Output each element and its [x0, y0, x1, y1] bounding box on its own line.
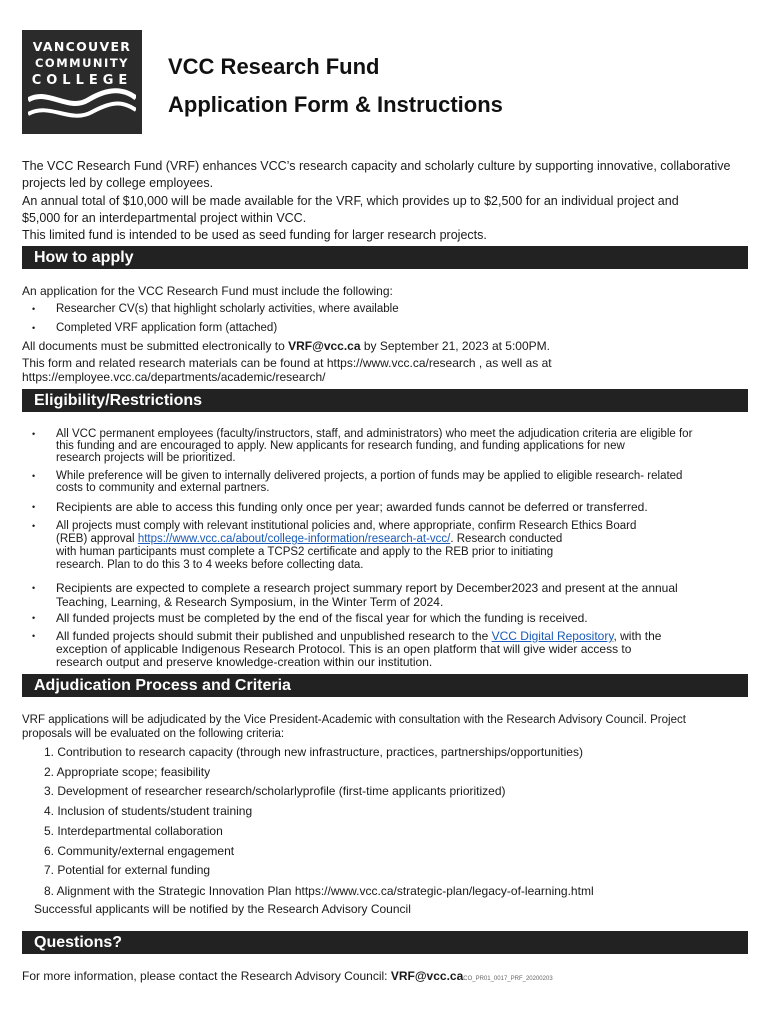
criterion-6: 6. Community/external engagement — [44, 844, 235, 858]
elig-7a-post: , with the — [613, 629, 662, 643]
elig-item-4 — [44, 520, 744, 572]
materials-location — [22, 356, 752, 384]
elig-5b: Teaching, Learning, & Research Symposium, in the Winter Term of 2024. — [56, 595, 444, 609]
page-title — [168, 48, 503, 124]
title-line-1: VCC Research Fund — [168, 54, 380, 79]
submit-text-post: by September 21, 2023 at 5:00PM. — [360, 339, 550, 353]
elig-item-4-text — [44, 520, 744, 572]
elig-2a: While preference will be given to internally delivered projects, a portion of funds may be applied to eligible research- related — [56, 470, 683, 482]
criterion-1: 1. Contribution to research capacity (through new infrastructure, practices, partnerships/opportunities) — [44, 745, 583, 759]
elig-4c: with human participants must complete a TCPS2 certificate and apply to the REB prior to initiating — [56, 546, 554, 558]
how-item-cv — [44, 303, 744, 315]
elig-4d: research. Plan to do this 3 to 4 weeks before collecting data. — [56, 559, 364, 571]
questions-heading: Questions? — [22, 931, 748, 954]
intro-paragraph-3: This limited fund is intended to be used as seed funding for larger research projects. — [22, 228, 487, 242]
elig-7b: exception of applicable Indigenous Research Protocol. This is an open platform that will give wider access to — [56, 642, 632, 656]
contact-line — [22, 968, 752, 988]
elig-7a-pre: All funded projects should submit their published and unpublished research to the — [56, 629, 492, 643]
elig-1a: All VCC permanent employees (faculty/instructors, staff, and administrators) who meet the adjudication criteria are eligible for — [56, 428, 693, 440]
contact-text: For more information, please contact the Research Advisory Council: — [22, 969, 391, 983]
intro-p1-line-b: projects led by college employees. — [22, 176, 214, 190]
elig-1c: research projects will be prioritized. — [56, 452, 236, 464]
elig-item-2-text — [44, 470, 744, 494]
intro-p2-line-b: $5,000 for an interdepartmental project within VCC. — [22, 211, 307, 225]
title-line-2: Application Form & Instructions — [168, 92, 503, 117]
how-item-form-text: • Completed VRF application form (attached) — [56, 322, 278, 334]
elig-item-5-text — [44, 581, 744, 609]
elig-item-2 — [44, 470, 744, 494]
adjudication-lead — [22, 713, 752, 741]
logo-line-2: COMMUNITY — [34, 56, 130, 70]
how-item-cv-text: • Researcher CV(s) that highlight scholarly activities, where available — [56, 303, 399, 315]
submit-instructions — [22, 338, 752, 355]
elig-item-7 — [44, 630, 744, 669]
adjudication-heading: Adjudication Process and Criteria — [22, 674, 748, 697]
intro-p2-line-a: An annual total of $10,000 will be made available for the VRF, which provides up to $2,500 for an individual project and — [22, 194, 679, 208]
elig-item-6 — [44, 612, 744, 624]
how-item-form — [44, 322, 744, 334]
vcc-digital-repository-link[interactable]: VCC Digital Repository — [491, 629, 614, 643]
materials-line-a: This form and related research materials can be found at https://www.vcc.ca/research , as well as at — [22, 356, 552, 370]
vcc-logo — [22, 30, 142, 134]
elig-7c: research output and preserve knowledge-creation within our institution. — [56, 655, 433, 669]
intro-paragraph-1 — [22, 158, 752, 192]
criterion-4: 4. Inclusion of students/student training — [44, 804, 253, 818]
eligibility-heading: Eligibility/Restrictions — [22, 389, 748, 412]
logo-line-1: VANCOUVER — [32, 39, 132, 54]
criterion-2: 2. Appropriate scope; feasibility — [44, 765, 211, 779]
elig-6: • All funded projects must be completed by the end of the fiscal year for which the funding is received. — [56, 611, 588, 625]
intro-paragraph-2 — [22, 193, 752, 227]
intro-p1-line-a: The VCC Research Fund (VRF) enhances VCC’s research capacity and scholarly culture by supporting innovative, collaborative — [22, 159, 731, 173]
criterion-8: 8. Alignment with the Strategic Innovation Plan https://www.vcc.ca/strategic-plan/legacy-of-learning.html — [44, 884, 594, 898]
contact-email[interactable]: VRF@vcc.ca — [390, 969, 464, 983]
notification-note: Successful applicants will be notified by the Research Advisory Council — [34, 902, 411, 916]
criterion-7: 7. Potential for external funding — [44, 863, 211, 877]
elig-item-3 — [44, 501, 744, 513]
materials-line-b: https://employee.vcc.ca/departments/academic/research/ — [22, 370, 326, 384]
form-code: CO_PR01_0017_PRF_20200203 — [463, 976, 553, 982]
submit-text-pre: All documents must be submitted electronically to — [22, 339, 289, 353]
elig-item-1-text — [44, 428, 744, 464]
elig-2b: costs to community and external partners. — [56, 482, 270, 494]
elig-item-1 — [44, 428, 744, 464]
elig-item-7-text — [44, 630, 744, 669]
elig-1b: this funding and are encouraged to apply. New applicants for research funding, and funding applications for new — [56, 440, 625, 452]
logo-line-3: COLLEGE — [31, 73, 133, 88]
elig-5a: Recipients are expected to complete a research project summary report by December2023 and present at the annual — [56, 581, 678, 595]
elig-4a: All projects must comply with relevant institutional policies and, where appropriate, confirm Research Ethics Board — [56, 520, 637, 532]
criterion-3: 3. Development of researcher research/scholarlyprofile (first-time applicants prioritized) — [44, 784, 506, 798]
how-lead: An application for the VCC Research Fund must include the following: — [22, 284, 393, 298]
elig-4b-pre: (REB) approval — [56, 533, 138, 545]
elig-item-5 — [44, 581, 744, 609]
research-at-vcc-link[interactable]: https://www.vcc.ca/about/college-information/research-at-vcc/ — [137, 533, 451, 545]
elig-4b-post: . Research conducted — [450, 533, 563, 545]
criterion-5: 5. Interdepartmental collaboration — [44, 824, 223, 838]
how-to-apply-heading: How to apply — [22, 246, 748, 269]
elig-3: • Recipients are able to access this funding only once per year; awarded funds cannot be deferred or transferred. — [56, 500, 648, 514]
logo-wave-icon — [28, 86, 136, 128]
adj-lead-a: VRF applications will be adjudicated by the Vice President-Academic with consultation with the Research Advisory Council. Project — [22, 714, 686, 726]
submit-email[interactable]: VRF@vcc.ca — [288, 339, 361, 353]
adj-lead-b: proposals will be evaluated on the following criteria: — [22, 728, 285, 740]
